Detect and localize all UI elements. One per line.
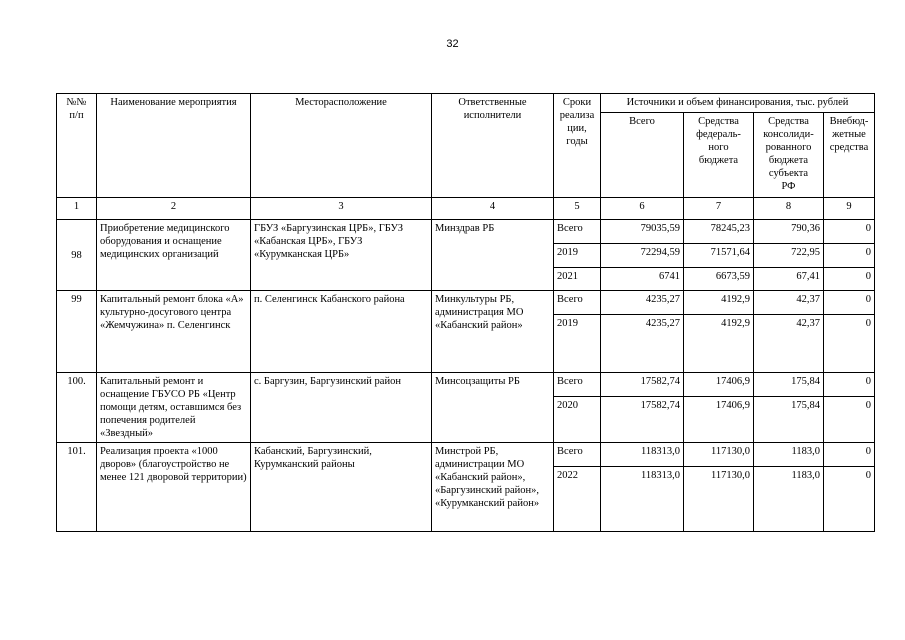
column-number: 4	[432, 198, 554, 220]
header-terms: Сроки реализа ции, годы	[554, 94, 601, 198]
row-federal: 4192,9	[684, 291, 754, 315]
row-number: 99	[57, 291, 97, 373]
row-executors: Минсоцзащиты РБ	[432, 373, 554, 443]
row-total: 17582,74	[601, 397, 684, 443]
column-number: 5	[554, 198, 601, 220]
financing-table	[56, 93, 875, 532]
column-number: 2	[97, 198, 251, 220]
row-total: 79035,59	[601, 220, 684, 244]
row-term: 2019	[554, 244, 601, 268]
row-regional: 175,84	[754, 373, 824, 397]
row-regional: 790,36	[754, 220, 824, 244]
table-row	[57, 291, 875, 315]
row-regional: 42,37	[754, 315, 824, 373]
row-extra: 0	[824, 467, 875, 532]
row-extra: 0	[824, 315, 875, 373]
row-number: 101.	[57, 443, 97, 532]
row-term: 2020	[554, 397, 601, 443]
row-location: с. Баргузин, Баргузинский район	[251, 373, 432, 443]
row-name: Реализация проекта «1000 дворов» (благоустройство не менее 121 дворовой территории)	[97, 443, 251, 532]
row-total: 118313,0	[601, 443, 684, 467]
row-executors: Минздрав РБ	[432, 220, 554, 291]
row-extra: 0	[824, 268, 875, 291]
row-regional: 67,41	[754, 268, 824, 291]
row-regional: 1183,0	[754, 443, 824, 467]
row-location: Кабанский, Баргузинский, Курумканский районы	[251, 443, 432, 532]
row-federal: 17406,9	[684, 373, 754, 397]
row-name: Приобретение медицинского оборудования и оснащение медицинских организаций	[97, 220, 251, 291]
table-row	[57, 373, 875, 397]
column-number: 3	[251, 198, 432, 220]
row-term: Всего	[554, 220, 601, 244]
row-executors: Минкультуры РБ, администрация МО «Кабанский район»	[432, 291, 554, 373]
header-federal: Средства федераль- ного бюджета	[684, 113, 754, 198]
row-extra: 0	[824, 397, 875, 443]
row-executors: Минстрой РБ, администрации МО «Кабанский район», «Баргузинский район», «Курумканский район»	[432, 443, 554, 532]
row-federal: 17406,9	[684, 397, 754, 443]
row-term: 2022	[554, 467, 601, 532]
column-number: 9	[824, 198, 875, 220]
row-total: 4235,27	[601, 315, 684, 373]
table-row	[57, 220, 875, 244]
table-row	[57, 443, 875, 467]
row-total: 17582,74	[601, 373, 684, 397]
header-regional: Средства консолиди- рованного бюджета субъекта РФ	[754, 113, 824, 198]
row-federal: 78245,23	[684, 220, 754, 244]
header-executors: Ответственные исполнители	[432, 94, 554, 198]
header-name: Наименование мероприятия	[97, 94, 251, 198]
row-federal: 6673,59	[684, 268, 754, 291]
row-number: 100.	[57, 373, 97, 443]
column-number: 1	[57, 198, 97, 220]
header-num: №№ п/п	[57, 94, 97, 198]
row-term: Всего	[554, 291, 601, 315]
page-number: 32	[446, 38, 459, 50]
column-number: 8	[754, 198, 824, 220]
row-regional: 175,84	[754, 397, 824, 443]
column-number: 6	[601, 198, 684, 220]
row-location: п. Селенгинск Кабанского района	[251, 291, 432, 373]
header-financing: Источники и объем финансирования, тыс. рублей	[601, 94, 875, 113]
row-term: 2021	[554, 268, 601, 291]
row-federal: 4192,9	[684, 315, 754, 373]
row-term: 2019	[554, 315, 601, 373]
row-number: 98	[57, 220, 97, 291]
row-federal: 71571,64	[684, 244, 754, 268]
row-term: Всего	[554, 443, 601, 467]
row-extra: 0	[824, 443, 875, 467]
row-extra: 0	[824, 373, 875, 397]
row-total: 72294,59	[601, 244, 684, 268]
row-name: Капитальный ремонт и оснащение ГБУСО РБ «Центр помощи детям, оставшимся без попечения родителей «Звездный»	[97, 373, 251, 443]
row-term: Всего	[554, 373, 601, 397]
row-regional: 1183,0	[754, 467, 824, 532]
header-location: Месторасположение	[251, 94, 432, 198]
row-location: ГБУЗ «Баргузинская ЦРБ», ГБУЗ «Кабанская ЦРБ», ГБУЗ «Курумканская ЦРБ»	[251, 220, 432, 291]
row-extra: 0	[824, 244, 875, 268]
row-extra: 0	[824, 291, 875, 315]
column-numbers-row	[57, 198, 875, 220]
header-row-1	[57, 94, 875, 113]
row-federal: 117130,0	[684, 443, 754, 467]
row-total: 4235,27	[601, 291, 684, 315]
row-total: 6741	[601, 268, 684, 291]
column-number: 7	[684, 198, 754, 220]
header-total: Всего	[601, 113, 684, 198]
row-total: 118313,0	[601, 467, 684, 532]
row-federal: 117130,0	[684, 467, 754, 532]
row-regional: 722,95	[754, 244, 824, 268]
header-extra: Внебюд- жетные средства	[824, 113, 875, 198]
row-name: Капитальный ремонт блока «А» культурно-досугового центра «Жемчужина» п. Селенгинск	[97, 291, 251, 373]
row-regional: 42,37	[754, 291, 824, 315]
row-extra: 0	[824, 220, 875, 244]
